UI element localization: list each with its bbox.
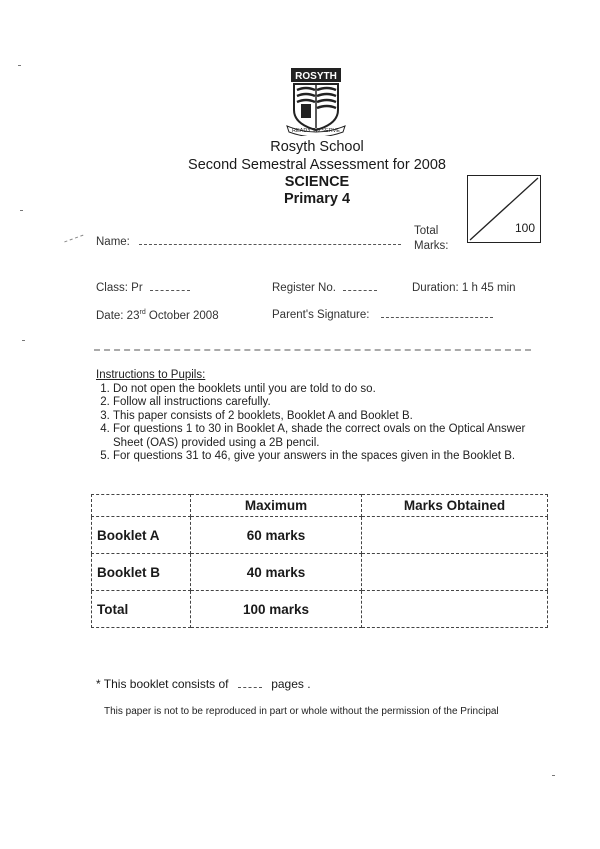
duration-text: Duration: 1 h 45 min (412, 282, 516, 294)
pages-suffix: pages . (271, 677, 311, 691)
school-name: Rosyth School (270, 139, 364, 155)
stray-mark (64, 235, 83, 244)
instructions-heading: Instructions to Pupils: (96, 369, 206, 381)
divider (94, 349, 531, 351)
instruction-item: 1. Do not open the booklets until you are told to do so. (113, 383, 536, 397)
table-header-row (92, 495, 548, 517)
row-label: Booklet B (92, 554, 191, 591)
table-header: Marks Obtained (362, 495, 548, 517)
signature-field[interactable] (272, 309, 493, 321)
total-marks-label: Total Marks: (414, 225, 449, 252)
crest-motto: READY TO SERVE (292, 128, 340, 134)
scan-speck (22, 340, 25, 341)
exam-title: Second Semestral Assessment for 2008 (188, 157, 446, 173)
pages-prefix: * This booklet consists of (96, 677, 229, 691)
instructions (96, 369, 536, 464)
total-marks-max: 100 (514, 221, 535, 235)
max-marks: 60 marks (191, 517, 362, 554)
total-marks-box (467, 175, 541, 243)
school-crest-logo (281, 66, 351, 136)
marks-obtained-cell[interactable] (362, 591, 548, 628)
table-row (92, 517, 548, 554)
marks-table (91, 494, 548, 628)
class-label: Class: Pr (96, 282, 143, 294)
copyright-note: This paper is not to be reproduced in part or whole without the permission of the Principal (104, 706, 499, 717)
max-marks: 40 marks (191, 554, 362, 591)
max-marks: 100 marks (191, 591, 362, 628)
scan-speck (20, 210, 23, 211)
date-text: Date: 23rd October 2008 (96, 309, 219, 322)
marks-obtained-cell[interactable] (362, 554, 548, 591)
pages-line (96, 677, 311, 691)
register-blank[interactable] (343, 282, 377, 291)
table-header: Maximum (191, 495, 362, 517)
instructions-list (96, 383, 536, 464)
exam-level: Primary 4 (283, 191, 351, 207)
marks-obtained-cell[interactable] (362, 517, 548, 554)
class-blank[interactable] (150, 282, 190, 291)
table-header (92, 495, 191, 517)
register-field[interactable] (272, 282, 377, 294)
name-blank[interactable] (139, 236, 401, 245)
register-label: Register No. (272, 282, 336, 294)
signature-blank[interactable] (381, 309, 493, 318)
scan-speck (18, 65, 21, 66)
scan-speck (552, 775, 555, 776)
row-label: Total (92, 591, 191, 628)
instruction-item: 4. For questions 1 to 30 in Booklet A, shade the correct ovals on the Optical Answer Sheet (OAS) provided using a 2B pencil. (113, 423, 536, 450)
row-label: Booklet A (92, 517, 191, 554)
table-row (92, 591, 548, 628)
pages-blank[interactable] (238, 679, 262, 688)
crest-name: ROSYTH (295, 71, 337, 82)
table-row (92, 554, 548, 591)
instruction-item: 3. This paper consists of 2 booklets, Booklet A and Booklet B. (113, 410, 536, 424)
class-field[interactable] (96, 282, 190, 294)
instruction-item: 2. Follow all instructions carefully. (113, 396, 536, 410)
name-label: Name: (96, 236, 130, 248)
signature-label: Parent's Signature: (272, 309, 370, 321)
instruction-item: 5. For questions 31 to 46, give your answers in the spaces given in the Booklet B. (113, 450, 536, 464)
exam-subject: SCIENCE (284, 174, 350, 190)
name-field[interactable] (96, 236, 401, 248)
